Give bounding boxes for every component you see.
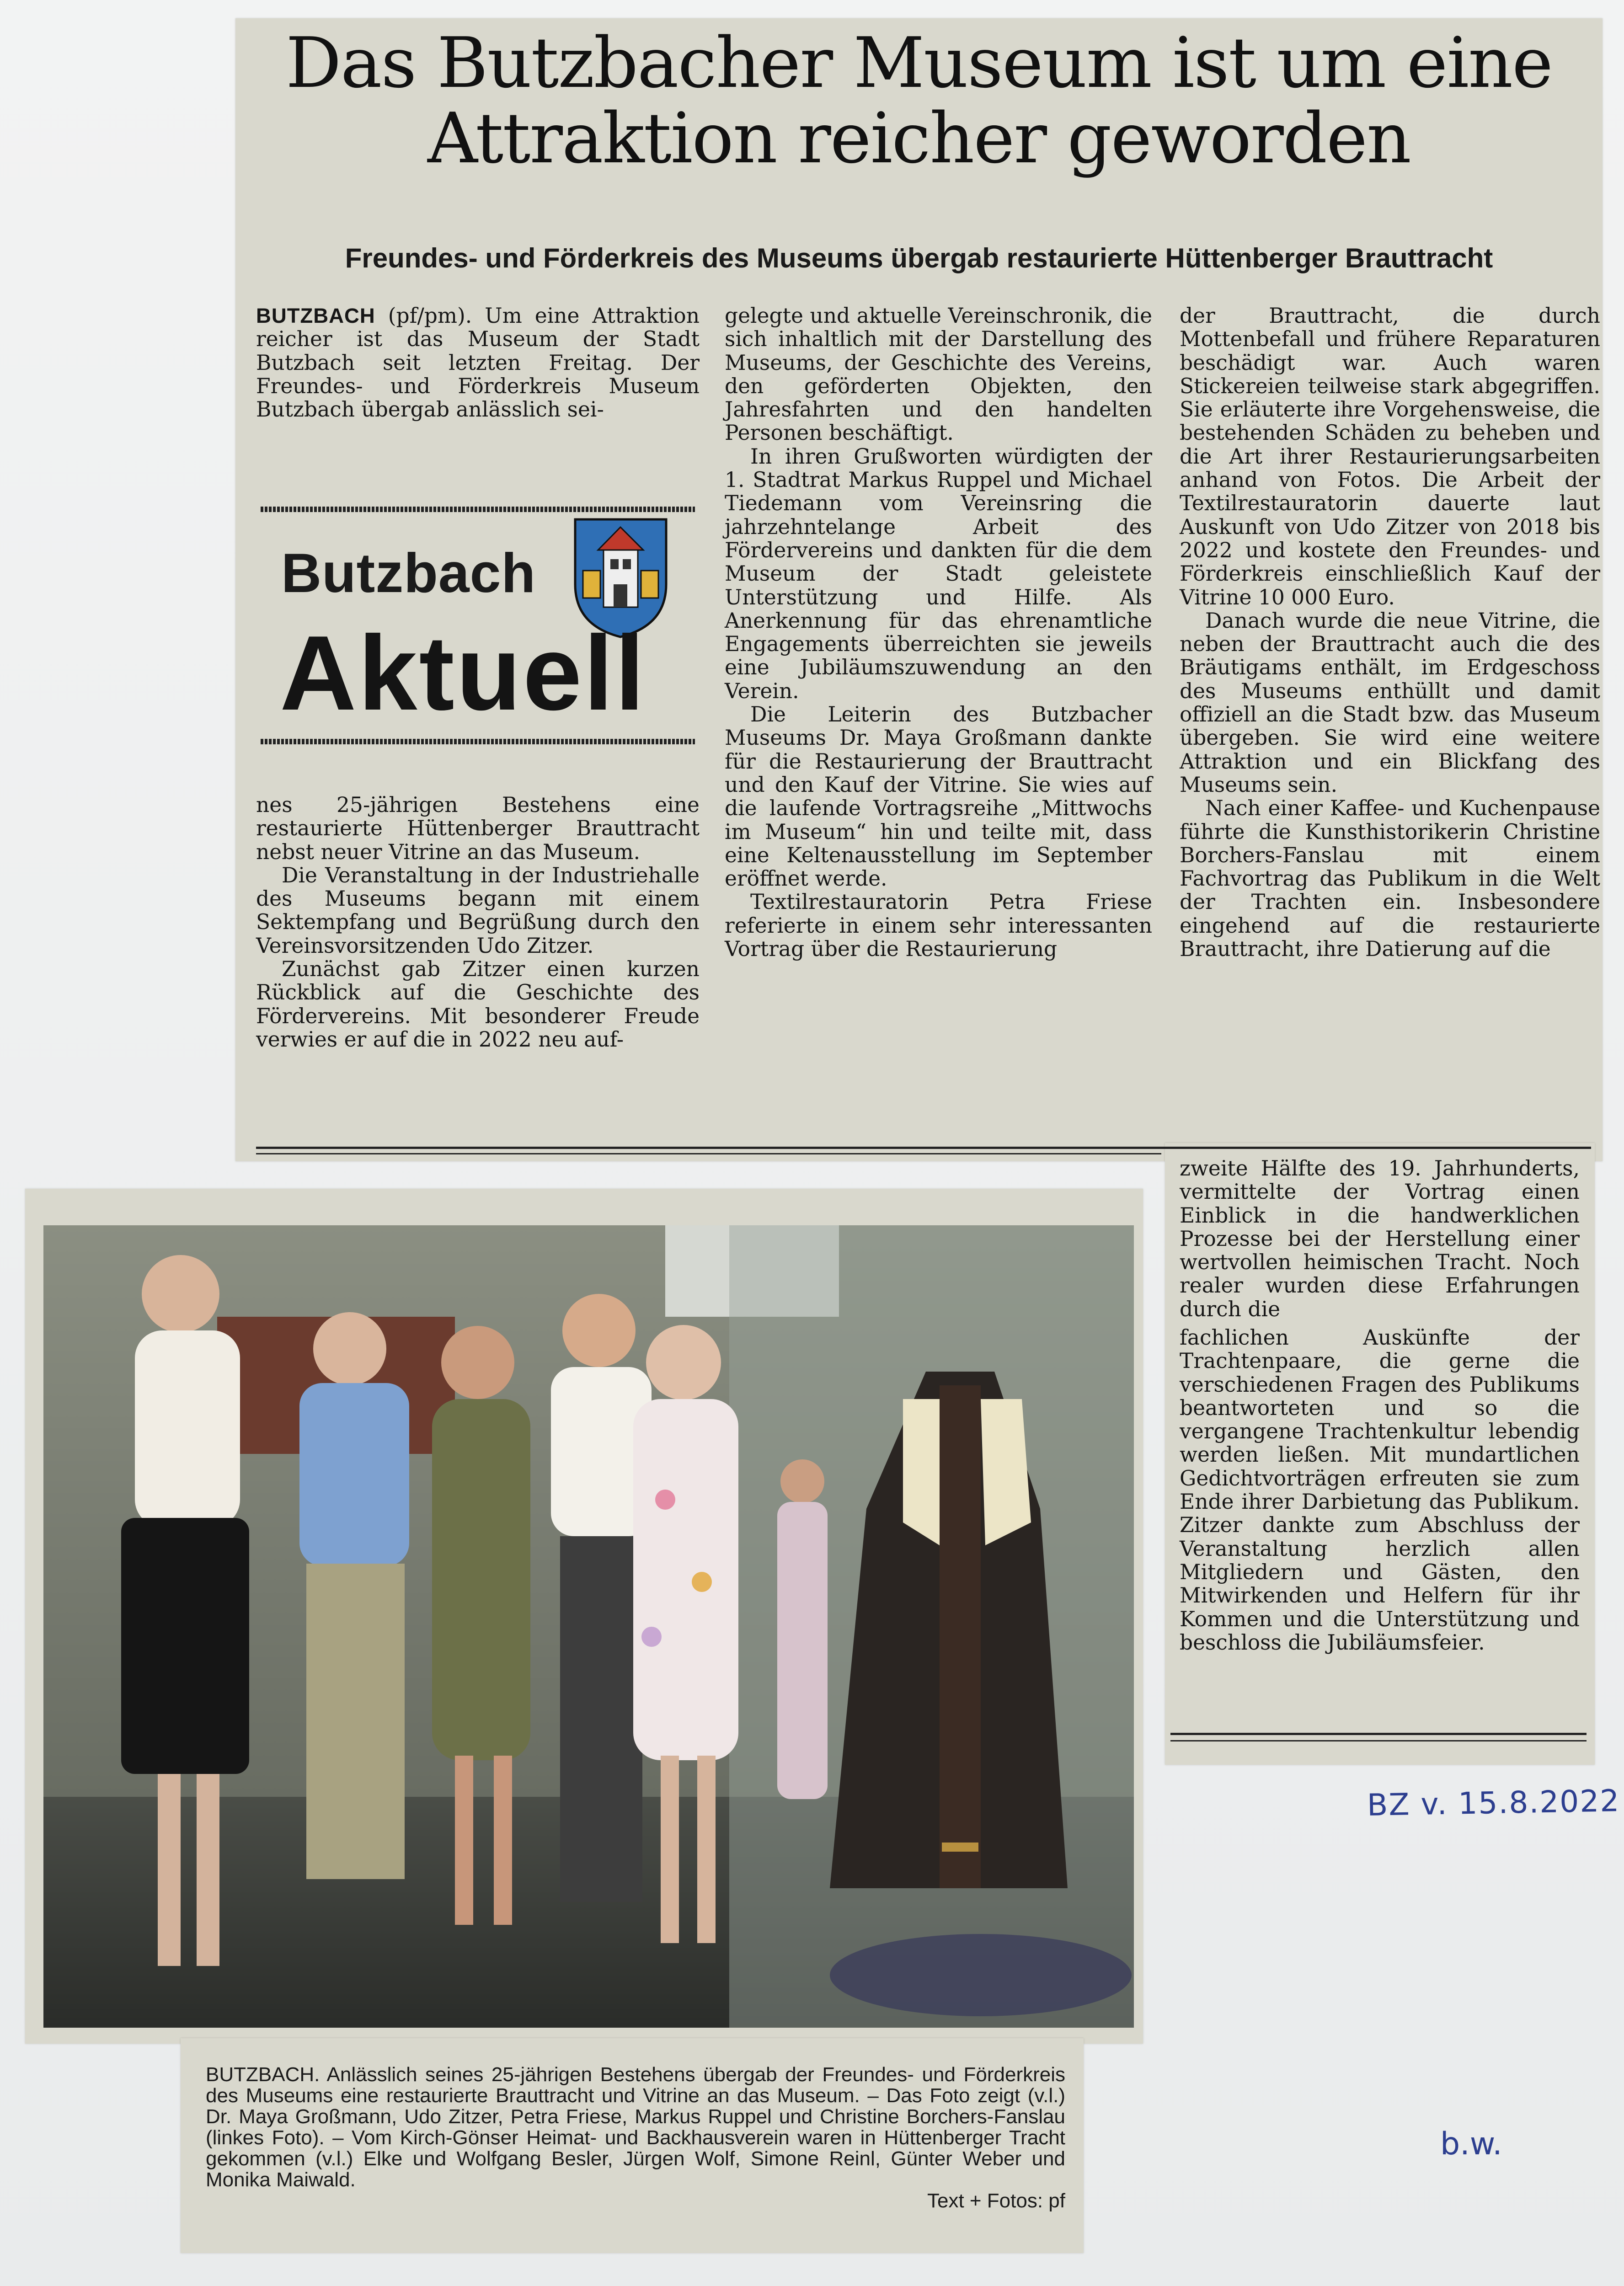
article-paragraph: In ihren Grußworten würdigten der 1. Stadtrat Markus Ruppel und Michael Tiedemann vom Vereinsring die jahrzehntelange Arbeit des Fördervereins und dankten für die dem Museum der Stadt geleistete Unterstützung und Hilfe. Als Anerkennung für das ehrenamtliche Engagements überreichten sie jeweils eine Jubiläumszuwendung an den Verein. [725, 444, 1152, 703]
article-end-rule [1170, 1733, 1587, 1735]
article-column-3-end [1180, 1326, 1580, 1737]
article-dateline: BUTZBACH [256, 304, 375, 327]
article-paragraph: der Brauttracht, die durch Mottenbefall und frühere Reparaturen beschädigt war. Auch waren Stickereien teilweise stark abgegriffen. Sie erläuterte ihre Vorgehensweise, die bestehenden Schäden zu beheben und die Art ihrer Restaurierungsarbeiten anhand von Fotos. Die Arbeit der Textilrestauratorin dauerte laut Auskunft von Udo Zitzer von 2018 bis 2022 und kostete den Freundes- und Förderkreis einschließlich Kauf der Vitrine 10 000 Euro. [1180, 304, 1600, 609]
article-paragraph: zweite Hälfte des 19. Jahrhunderts, vermittelte der Vortrag einen Einblick in die handwerklichen Prozesse bei der Herstellung einer wertvollen heimischen Tracht. Noch realer wurden diese Erfahrungen durch die [1180, 1156, 1580, 1321]
article-paragraph: Die Leiterin des Butzbacher Museums Dr. Maya Großmann dankte für die Restaurierung der Brauttracht und den Kauf der Vitrine. Sie wies auf die laufende Vortragsreihe „Mittwochs im Museum“ hin und teilte mit, dass eine Keltenausstellung im September eröffnet werde. [725, 702, 1152, 891]
logo-word-butzbach: Butzbach [281, 542, 536, 604]
article-paragraph: Die Veranstaltung in der Industriehalle des Museums begann mit einem Sektempfang und Begrüßung durch den Vereinsvorsitzenden Udo Zitzer. [256, 863, 700, 958]
article-column-3-continued [1180, 1156, 1580, 1321]
article-paragraph: fachlichen Auskünfte der Trachtenpaare, die gerne die verschiedenen Fragen des Publikums beantworteten und so die vergangene Trachtenkultur lebendig werden ließen. Mit mundartlichen Gedichtvorträgen erfreuten sie zum Ende ihrer Darbietung das Publikum. Zitzer dankte zum Abschluss der Veranstaltung herzlich allen Mitgliedern und Gästen, den Mitwirkenden und Helfern für ihr Kommen und die Unterstützung und beschloss die Jubiläumsfeier. [1180, 1325, 1580, 1655]
event-photo [43, 1225, 1134, 2028]
article-paragraph: Danach wurde die neue Vitrine, die neben der Brauttracht auch die des Bräutigams enthält, im Erdgeschoss des Museums enthüllt und damit offiziell an die Stadt bzw. das Museum übergeben. Sie wird eine weitere Attraktion und ein Blickfang des Museums sein. [1180, 608, 1600, 797]
person-2 [299, 1312, 409, 1879]
article-paragraph: Nach einer Kaffee- und Kuchenpause führte die Kunsthistorikerin Christine Borchers-Fanslau mit einem Fachvortrag das Publikum in die Welt der Trachten ein. Insbesondere eingehend auf die restaurierte Brauttracht, ihre Datierung auf die [1180, 796, 1600, 961]
photo-credit: Text + Fotos: pf [927, 2190, 1065, 2212]
article-column-1-top [256, 304, 700, 491]
article-paragraph: (pf/pm). Um eine Attraktion reicher ist das Museum der Stadt Butzbach seit letzten Freitag. Der Freundes- und Förderkreis Museum Butzbach übergab anlässlich sei- [256, 304, 700, 422]
logo-dotted-rule [261, 739, 695, 744]
article-paragraph: Textilrestauratorin Petra Friese referierte in einem sehr interessanten Vortrag über die Restaurierung [725, 890, 1152, 961]
article-paragraph: Zunächst gab Zitzer einen kurzen Rückblick auf die Geschichte des Fördervereins. Mit besonderer Freude verwies er auf die in 2022 neu auf- [256, 957, 700, 1052]
caption-text: BUTZBACH. Anlässlich seines 25-jährigen Bestehens übergab der Freundes- und Förderkreis des Museums eine restaurierte Brauttracht und Vitrine an das Museum. – Das Foto zeigt (v.l.) Dr. Maya Großmann, Udo Zitzer, Petra Friese, Markus Ruppel und Christine Borchers-Fanslau (linkes Foto). – Vom Kirch-Gönser Heimat- und Backhausverein waren in Hüttenberger Tracht gekommen (v.l.) Elke und Wolfgang Besler, Jürgen Wolf, Simone Reinl, Günter Weber und Monika Maiwald. [206, 2063, 1065, 2191]
butzbach-aktuell-logo [261, 507, 695, 744]
article-end-rule [1170, 1740, 1587, 1741]
article-subheadline: Freundes- und Förderkreis des Museums übergab restaurierte Hüttenberger Brauttracht [345, 243, 1493, 273]
column-end-rule [256, 1153, 1161, 1154]
logo-dotted-rule [261, 507, 695, 512]
photo-caption [206, 2064, 1065, 2211]
article-paragraph: gelegte und aktuelle Vereinschronik, die sich inhaltlich mit der Darstellung des Museums, der Geschichte des Vereins, den geförderten Objekten, den Jahresfahrten und den handelten Personen beschäftigt. [725, 304, 1152, 445]
logo-word-aktuell: Aktuell [280, 614, 646, 732]
article-column-2 [725, 304, 1152, 1141]
article-column-1-bottom [256, 793, 700, 1141]
column-end-rule [256, 1147, 1591, 1149]
article-column-3 [1180, 304, 1600, 1138]
article-headline: Das Butzbacher Museum ist um eine Attraktion reicher geworden [285, 22, 1553, 179]
article-paragraph: nes 25-jährigen Bestehens eine restaurierte Hüttenberger Brauttracht nebst neuer Vitrine an das Museum. [256, 793, 700, 864]
handwritten-date-note: BZ v. 15.8.2022 [1367, 1783, 1620, 1823]
handwritten-initials: b.w. [1440, 2126, 1502, 2162]
group-photo-illustration [43, 1225, 1134, 2028]
background-visitor [777, 1459, 828, 1799]
